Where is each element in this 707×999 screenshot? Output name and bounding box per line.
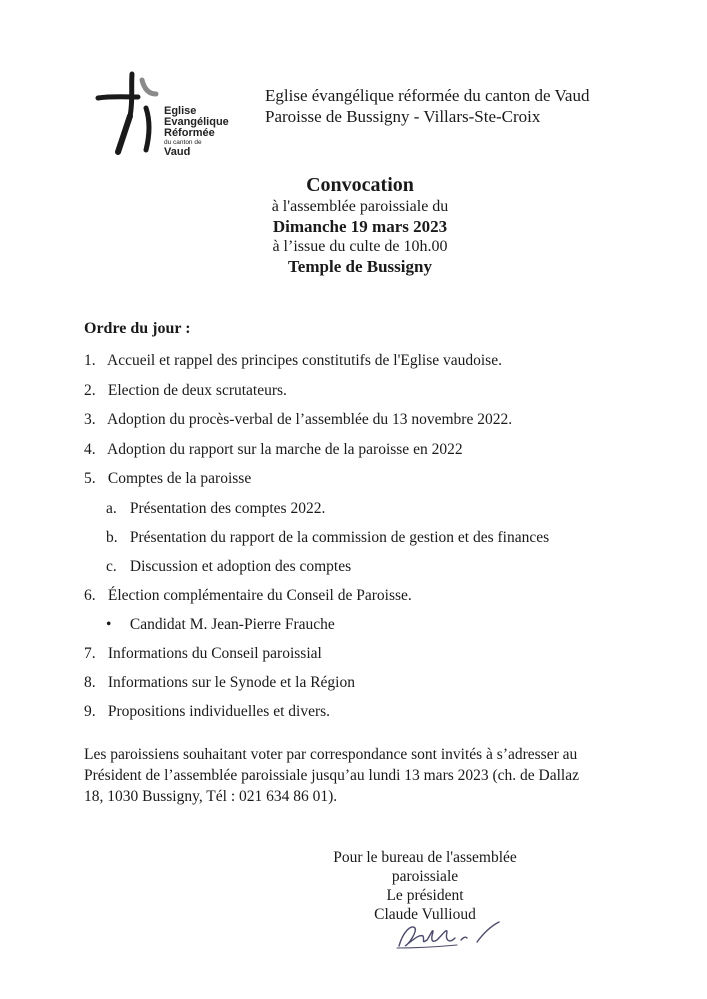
meeting-date: Dimanche 19 mars 2023 [272, 217, 448, 236]
agenda-heading: Ordre du jour : [84, 320, 191, 337]
agenda-item [84, 441, 463, 459]
item-marker: 2. [84, 382, 96, 399]
org-name: Eglise évangélique réformée du canton de Vaud [265, 86, 590, 105]
logo-line: Vaud [164, 146, 191, 158]
church-logo [92, 68, 262, 188]
agenda-subitem [106, 529, 549, 547]
agenda-bullet-item [106, 616, 335, 634]
item-text: Présentation du rapport de la commission de gestion et des finances [129, 529, 550, 546]
logo-line: Evangélique [164, 116, 229, 128]
signoff-name: Claude Vullioud [374, 906, 476, 923]
handwritten-signature [395, 918, 515, 952]
meeting-place: Temple de Bussigny [288, 257, 432, 276]
logo-line: Eglise [164, 105, 197, 117]
agenda-subitem [106, 558, 351, 576]
item-marker: b. [106, 529, 118, 546]
signoff-role: Le président [386, 887, 464, 904]
convocation-block [0, 173, 707, 277]
item-marker: c. [106, 558, 117, 575]
agenda-item [84, 645, 322, 663]
logo-text [164, 106, 229, 157]
item-text: Propositions individuelles et divers. [107, 703, 331, 720]
item-text: Informations du Conseil paroissial [107, 645, 322, 662]
note-line: 18, 1030 Bussigny, Tél : 021 634 86 01). [84, 788, 338, 805]
convocation-line: à l’issue du culte de 10h.00 [272, 238, 448, 255]
signoff-line: Pour le bureau de l'assemblée paroissiale [333, 849, 517, 885]
item-marker: 7. [84, 645, 96, 662]
bullet-icon: • [106, 616, 112, 633]
item-marker: a. [106, 500, 117, 517]
agenda-item [84, 674, 355, 692]
item-marker: 8. [84, 674, 96, 691]
note-line: Président de l’assemblée paroissiale jusqu’au lundi 13 mars 2023 (ch. de Dallaz [84, 767, 580, 784]
convocation-line: à l'assemblée paroissiale du [271, 198, 449, 215]
item-marker: 9. [84, 703, 96, 720]
organization-header [265, 85, 589, 127]
item-text: Informations sur le Synode et la Région [107, 674, 355, 691]
correspondence-note [84, 744, 664, 807]
item-text: Adoption du rapport sur la marche de la paroisse en 2022 [107, 441, 463, 458]
item-text: Election de deux scrutateurs. [107, 382, 287, 399]
item-text: Adoption du procès-verbal de l’assemblée du 13 novembre 2022. [107, 411, 513, 428]
item-text: Accueil et rappel des principes constitutifs de l'Eglise vaudoise. [107, 352, 502, 369]
agenda-subitem [106, 500, 325, 518]
item-marker: 4. [84, 441, 96, 458]
convocation-title: Convocation [306, 174, 414, 196]
item-text: Comptes de la paroisse [107, 470, 252, 487]
agenda-item [84, 411, 512, 429]
item-text: Présentation des comptes 2022. [129, 500, 326, 517]
item-text: Discussion et adoption des comptes [129, 558, 352, 575]
agenda-item [84, 587, 412, 605]
item-marker: 1. [84, 352, 96, 369]
item-text: Élection complémentaire du Conseil de Paroisse. [107, 587, 412, 604]
agenda-item [84, 352, 502, 370]
agenda-item [84, 382, 287, 400]
church-cross-icon [92, 68, 172, 178]
item-marker: 6. [84, 587, 96, 604]
parish-name: Paroisse de Bussigny - Villars-Ste-Croix [265, 107, 541, 126]
item-marker: 5. [84, 470, 96, 487]
item-text: Candidat M. Jean-Pierre Frauche [129, 616, 335, 633]
note-line: Les paroissiens souhaitant voter par correspondance sont invités à s’adresser au [84, 746, 578, 763]
item-marker: 3. [84, 411, 96, 428]
agenda-item [84, 703, 330, 721]
agenda-item [84, 470, 251, 488]
logo-line: Réformée [164, 127, 215, 139]
signoff-block [300, 848, 550, 924]
logo-line: du canton de [164, 139, 202, 146]
